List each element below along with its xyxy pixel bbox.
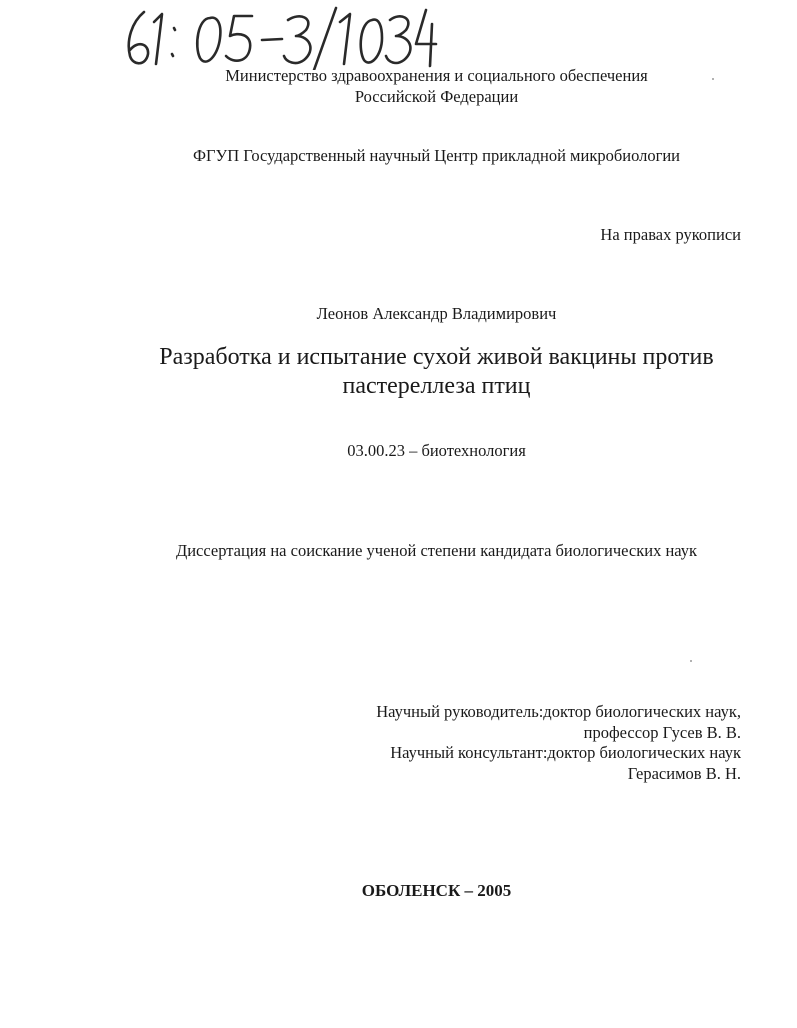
dissertation-type: Диссертация на соискание ученой степени кандидата биологических наук bbox=[175, 541, 698, 560]
ministry-line-1: Министерство здравоохранения и социального обеспечения bbox=[225, 66, 648, 85]
handwritten-archive-code bbox=[118, 6, 438, 70]
scan-speck bbox=[712, 78, 714, 80]
supervisor-line-1: Научный руководитель:доктор биологических наук, bbox=[376, 702, 741, 721]
advisors-block bbox=[376, 702, 741, 784]
specialty-code: 03.00.23 – биотехнология bbox=[347, 441, 526, 460]
title-line-1: Разработка и испытание сухой живой вакцины против bbox=[159, 344, 714, 370]
organization-name: ФГУП Государственный научный Центр прикладной микробиологии bbox=[192, 146, 681, 165]
city-year: ОБОЛЕНСК – 2005 bbox=[361, 881, 512, 900]
dissertation-title bbox=[0, 343, 797, 401]
manuscript-rights-note: На правах рукописи bbox=[600, 225, 741, 244]
handwritten-code-drawing bbox=[118, 6, 438, 70]
author-name: Леонов Александр Владимирович bbox=[316, 304, 557, 323]
consultant-line-2: Герасимов В. Н. bbox=[627, 763, 741, 783]
ministry-line-2: Российской Федерации bbox=[354, 87, 519, 106]
scan-speck bbox=[690, 660, 692, 662]
supervisor-line-2: профессор Гусев В. В. bbox=[583, 722, 741, 742]
title-line-2: пастереллеза птиц bbox=[342, 373, 531, 399]
consultant-line-1: Научный консультант:доктор биологических наук bbox=[390, 743, 741, 762]
ministry-header bbox=[0, 65, 797, 107]
